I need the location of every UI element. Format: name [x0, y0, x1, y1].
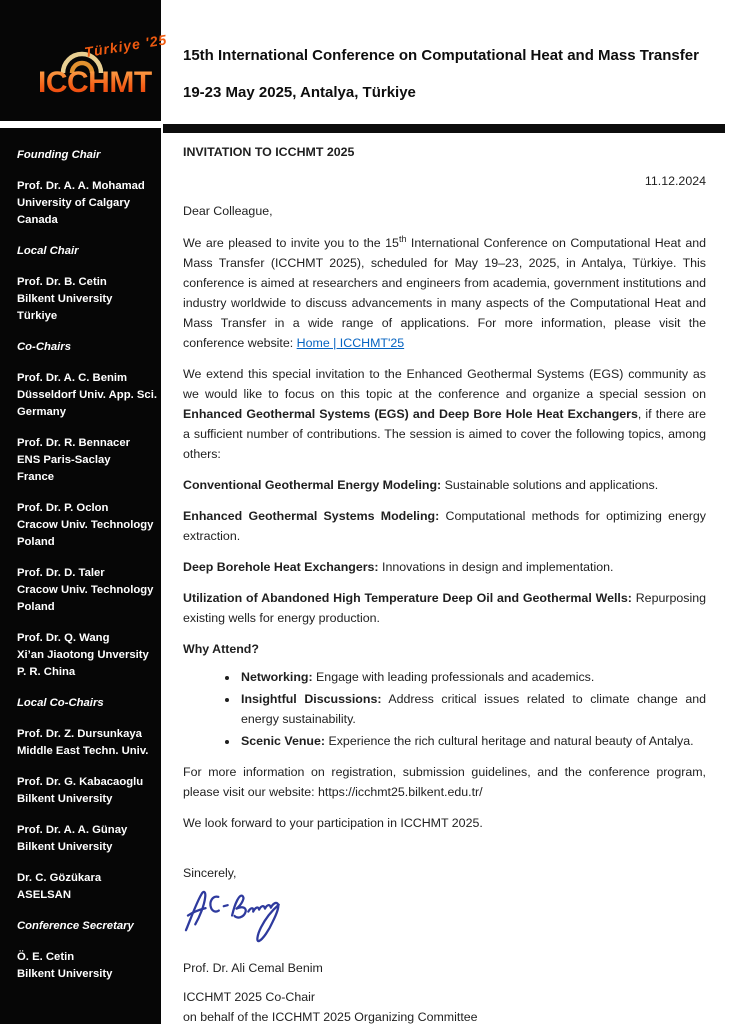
- member-name: Prof. Dr. Q. Wang: [17, 632, 110, 644]
- sidebar-heading-conference-secretary: Conference Secretary: [17, 920, 134, 932]
- member-affiliation: Bilkent University: [17, 968, 113, 980]
- member-affiliation: Xi’an Jiaotong Unversity: [17, 649, 149, 661]
- member-affiliation: ASELSAN: [17, 889, 71, 901]
- topic-abandoned-wells: [183, 588, 706, 628]
- signer-role-co-chair: ICCHMT 2025 Co-Chair: [183, 990, 315, 1004]
- para1-text-cont: International Conference on Computational Heat and Mass Transfer (ICCHMT 2025), scheduled for May 19–23, 2025, in Antalya, Türkiye. This conference is aimed at researchers and engineers from academia, government institutions and industry worldwide to discuss advancements in many aspects of the Computational Heat and Mass Transfer in a wide range of applications. For more information, please visit the conference website:: [183, 236, 706, 350]
- letter-body: [183, 142, 706, 1024]
- paragraph-more-info: For more information on registration, submission guidelines, and the conference program, please visit our website: https://icchmt25.bilkent.edu.tr/: [183, 765, 706, 799]
- member-country: France: [17, 471, 55, 483]
- signer-role-on-behalf: on behalf of the ICCHMT 2025 Organizing Committee: [183, 1010, 478, 1024]
- letter-subject: INVITATION TO ICCHMT 2025: [183, 145, 355, 159]
- committee-member: [17, 774, 157, 808]
- member-name: Dr. C. Gözükara: [17, 872, 102, 884]
- special-session-title: Enhanced Geothermal Systems (EGS) and Deep Bore Hole Heat Exchangers: [183, 407, 638, 421]
- committee-member: [17, 435, 157, 486]
- sincerely-line: Sincerely,: [183, 866, 237, 880]
- committee-member: [17, 949, 157, 983]
- committee-member: [17, 870, 157, 904]
- member-affiliation: Bilkent University: [17, 793, 113, 805]
- paragraph-invitation: [183, 233, 706, 353]
- logo-tagline: Türkiye '25: [83, 31, 169, 61]
- member-affiliation: Bilkent University: [17, 841, 113, 853]
- sidebar-heading-local-co-chairs: Local Co-Chairs: [17, 697, 104, 709]
- member-country: Poland: [17, 536, 55, 548]
- ordinal-superscript: th: [398, 233, 407, 244]
- sidebar-heading-co-chairs: Co-Chairs: [17, 341, 71, 353]
- topic-conventional-geothermal: [183, 475, 706, 495]
- member-affiliation: Düsseldorf Univ. App. Sci.: [17, 389, 157, 401]
- committee-member: [17, 726, 157, 760]
- signer-roles: [183, 987, 706, 1024]
- member-name: Prof. Dr. D. Taler: [17, 567, 105, 579]
- para2-text-cont: , if there are a sufficient number of contributions. The session is aimed to cover the following topics, among others:: [183, 407, 706, 461]
- logo-box: [0, 0, 169, 121]
- signer-name: Prof. Dr. Ali Cemal Benim: [183, 961, 323, 975]
- topic-deep-borehole: [183, 557, 706, 577]
- member-affiliation: ENS Paris-Saclay: [17, 454, 111, 466]
- topic-label: Utilization of Abandoned High Temperature Deep Oil and Geothermal Wells:: [183, 591, 632, 605]
- bullet-text: Engage with leading professionals and academics.: [312, 670, 595, 684]
- member-country: P. R. China: [17, 666, 76, 678]
- bullet-label: Scenic Venue:: [241, 734, 326, 748]
- bullet-scenic-venue: [239, 731, 706, 751]
- para2-text: We extend this special invitation to the Enhanced Geothermal Systems (EGS) community as we would like to focus on this topic at the conference and organize a special session on: [183, 367, 706, 401]
- topic-label: Enhanced Geothermal Systems Modeling:: [183, 509, 440, 523]
- conference-website-link[interactable]: Home | ICCHMT'25: [296, 336, 405, 350]
- paragraph-closing: We look forward to your participation in ICCHMT 2025.: [183, 816, 483, 830]
- sidebar-heading-founding-chair: Founding Chair: [17, 149, 101, 161]
- bullet-label: Networking:: [241, 670, 313, 684]
- member-name: Prof. Dr. A. A. Günay: [17, 824, 128, 836]
- bullet-networking: [239, 667, 706, 687]
- bullet-text: Experience the rich cultural heritage and natural beauty of Antalya.: [325, 734, 694, 748]
- para1-text: We are pleased to invite you to the 15: [183, 236, 399, 250]
- header-titles: [183, 47, 723, 121]
- member-affiliation: Bilkent University: [17, 293, 113, 305]
- committee-member: [17, 630, 157, 681]
- bullet-label: Insightful Discussions:: [241, 692, 382, 706]
- member-name: Prof. Dr. G. Kabacaoglu: [17, 776, 144, 788]
- member-affiliation: Cracow Univ. Technology: [17, 584, 154, 596]
- sidebar-heading-local-chair: Local Chair: [17, 245, 79, 257]
- committee-member: [17, 370, 157, 421]
- logo-wordmark: ICCHMT: [38, 66, 152, 99]
- member-name: Prof. Dr. R. Bennacer: [17, 437, 131, 449]
- topic-enhanced-geothermal: [183, 506, 706, 546]
- letter-date: 11.12.2024: [644, 174, 706, 188]
- paragraph-special-session: [183, 364, 706, 464]
- conference-title: 15th International Conference on Computational Heat and Mass Transfer: [183, 47, 699, 64]
- why-attend-heading: Why Attend?: [183, 642, 259, 656]
- committee-member: [17, 565, 157, 616]
- member-name: Prof. Dr. B. Cetin: [17, 276, 107, 288]
- topic-label: Deep Borehole Heat Exchangers:: [183, 560, 379, 574]
- member-name: Ö. E. Cetin: [17, 951, 75, 963]
- bullet-text: Address critical issues related to climate change and energy sustainability.: [241, 692, 706, 726]
- committee-member: [17, 822, 157, 856]
- topic-text: Computational methods for optimizing energy extraction.: [183, 509, 707, 543]
- committee-member: [17, 178, 157, 229]
- why-attend-list: [183, 667, 706, 751]
- committee-member: [17, 274, 157, 325]
- topic-text: Innovations in design and implementation.: [378, 560, 614, 574]
- member-country: Poland: [17, 601, 55, 613]
- committee-member: [17, 500, 157, 551]
- member-country: Türkiye: [17, 310, 58, 322]
- committee-sidebar: [0, 128, 161, 1024]
- salutation: Dear Colleague,: [183, 204, 273, 218]
- conference-date-location: 19-23 May 2025, Antalya, Türkiye: [183, 84, 416, 101]
- header-divider: [163, 124, 725, 133]
- topic-label: Conventional Geothermal Energy Modeling:: [183, 478, 442, 492]
- topic-text: Sustainable solutions and applications.: [441, 478, 659, 492]
- member-affiliation: Middle East Techn. Univ.: [17, 745, 149, 757]
- topic-text: Repurposing existing wells for energy production.: [183, 591, 706, 625]
- member-affiliation: University of Calgary: [17, 197, 131, 209]
- member-country: Canada: [17, 214, 58, 226]
- member-name: Prof. Dr. A. C. Benim: [17, 372, 128, 384]
- member-name: Prof. Dr. A. A. Mohamad: [17, 180, 145, 192]
- handwritten-signature: [183, 885, 291, 948]
- bullet-insightful-discussions: [239, 689, 706, 729]
- member-name: Prof. Dr. P. Oclon: [17, 502, 109, 514]
- member-affiliation: Cracow Univ. Technology: [17, 519, 154, 531]
- member-name: Prof. Dr. Z. Dursunkaya: [17, 728, 142, 740]
- member-country: Germany: [17, 406, 66, 418]
